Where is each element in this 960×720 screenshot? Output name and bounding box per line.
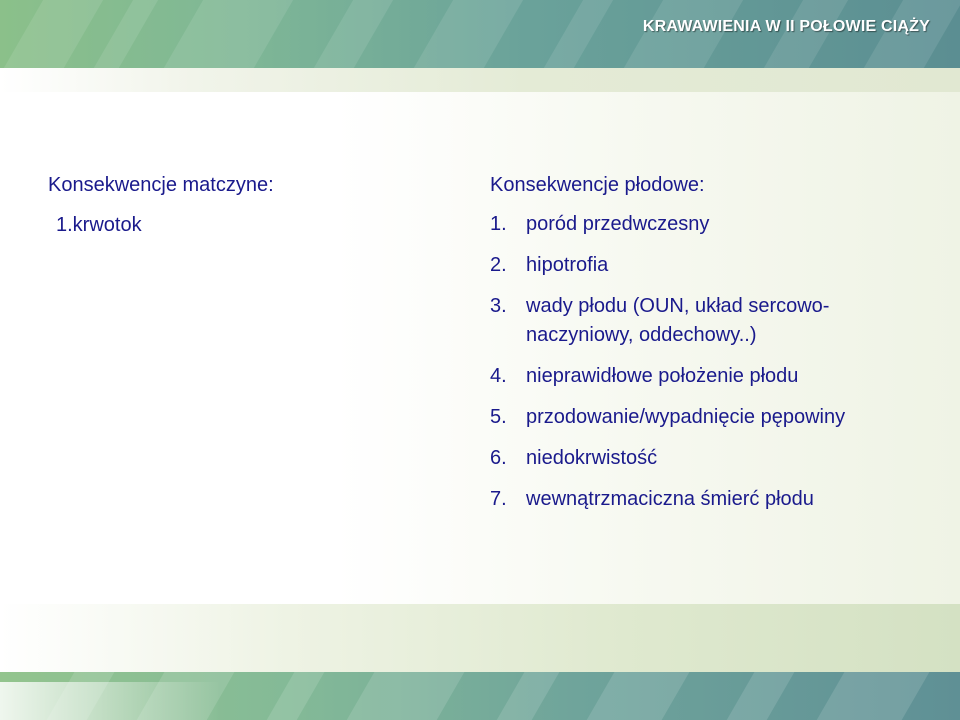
item-text: nieprawidłowe położenie płodu	[526, 365, 799, 387]
maternal-consequences	[48, 171, 378, 239]
list-item	[490, 251, 930, 280]
item-text: poród przedwczesny	[526, 213, 710, 235]
item-number: 4.	[490, 365, 507, 387]
slide-title: KRAWAWIENIA W II POŁOWIE CIĄŻY	[642, 18, 930, 35]
list-item	[490, 444, 930, 473]
item-number: 1.	[490, 213, 507, 235]
item-number: 3.	[490, 295, 507, 317]
item-number: 6.	[490, 447, 507, 469]
maternal-item: 1.krwotok	[56, 214, 142, 236]
maternal-heading: Konsekwencje matczyne:	[48, 174, 274, 196]
item-text: hipotrofia	[526, 254, 609, 276]
title-underband	[0, 68, 960, 92]
item-text: niedokrwistość	[526, 447, 658, 469]
list-item	[490, 485, 930, 514]
list-item	[490, 403, 930, 432]
item-number: 7.	[490, 488, 507, 510]
list-item	[490, 362, 930, 391]
fetal-heading: Konsekwencje płodowe:	[490, 174, 705, 196]
lower-band	[0, 604, 960, 672]
item-text: wady płodu (OUN, układ sercowo-naczyniowy, oddechowy..)	[526, 295, 830, 346]
item-text: wewnątrzmaciczna śmierć płodu	[526, 488, 814, 510]
item-number: 2.	[490, 254, 507, 276]
top-banner	[0, 0, 960, 68]
list-item	[490, 292, 930, 350]
list-item	[490, 210, 930, 239]
item-text: przodowanie/wypadnięcie pępowiny	[526, 406, 846, 428]
bottom-highlight	[0, 682, 220, 720]
item-number: 5.	[490, 406, 507, 428]
fetal-consequences	[490, 171, 930, 514]
